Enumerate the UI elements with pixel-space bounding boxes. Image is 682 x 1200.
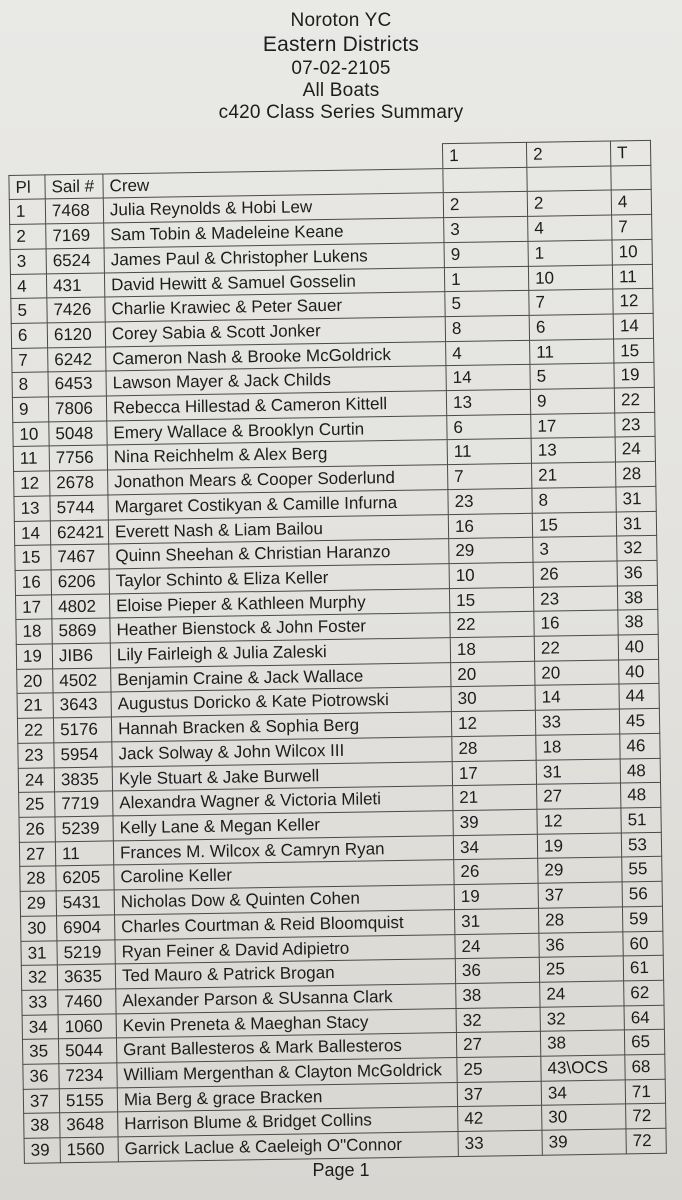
race-1-score-cell: 38 [456, 982, 540, 1008]
race-1-score-cell: 37 [457, 1081, 541, 1107]
place-cell: 33 [22, 990, 58, 1015]
race-1-score-cell: 25 [457, 1056, 541, 1082]
sail-number-cell: 7468 [45, 198, 103, 224]
place-cell: 19 [16, 644, 52, 669]
race-1-score-cell: 4 [446, 340, 530, 366]
sail-number-cell: 4502 [53, 668, 111, 694]
race-2-score-cell: 26 [533, 561, 617, 587]
sail-number-cell: 6205 [56, 865, 114, 891]
crew-cell: Cameron Nash & Brooke McGoldrick [106, 341, 446, 371]
sail-number-cell: 7460 [58, 989, 116, 1015]
crew-cell: Alexandra Wagner & Victoria Mileti [113, 786, 453, 816]
place-cell: 12 [14, 471, 50, 496]
crew-header: Crew [103, 168, 443, 198]
race-2-score-cell: 25 [539, 956, 623, 982]
sail-number-cell: 6120 [47, 322, 105, 348]
place-cell: 36 [23, 1064, 59, 1089]
race-2-score-cell: 6 [529, 314, 613, 340]
race-1-score-cell: 39 [453, 809, 537, 835]
total-score-cell: 56 [622, 881, 662, 906]
total-score-cell: 51 [621, 807, 661, 832]
sail-number-cell: 62421 [50, 520, 108, 546]
race-1-score-cell: 13 [446, 389, 530, 415]
crew-cell: Benjamin Craine & Jack Wallace [111, 662, 451, 692]
sail-number-cell: 5176 [53, 717, 111, 743]
race-2-score-cell: 1 [528, 240, 612, 266]
total-score-cell: 45 [619, 709, 659, 734]
total-score-cell: 36 [617, 560, 657, 585]
place-cell: 15 [15, 545, 51, 570]
race-2-score-cell: 21 [532, 462, 616, 488]
sail-number-cell: 6453 [48, 371, 106, 397]
race-1-score-cell: 36 [455, 957, 539, 983]
sail-number-cell: 5954 [54, 742, 112, 768]
total-score-cell: 72 [626, 1128, 666, 1153]
race-2-score-cell: 37 [538, 882, 622, 908]
sail-number-cell: 11 [55, 841, 113, 867]
race-1-score-cell: 10 [449, 562, 533, 588]
event-date: 07-02-2105 [291, 58, 391, 79]
total-score-cell: 10 [612, 239, 652, 264]
place-cell: 16 [15, 570, 51, 595]
crew-cell: Jonathon Mears & Cooper Soderlund [108, 465, 448, 495]
sail-number-cell: 5044 [58, 1038, 116, 1064]
place-cell: 27 [19, 842, 55, 867]
place-header: Pl [9, 175, 45, 200]
race-1-score-cell: 18 [450, 636, 534, 662]
crew-cell: Ryan Feiner & David Adipietro [115, 934, 455, 964]
race-2-score-cell: 15 [532, 512, 616, 538]
sail-number-cell: 5155 [59, 1088, 117, 1114]
race-2-score-cell: 29 [538, 857, 622, 883]
sail-number-cell: JIB6 [52, 643, 110, 669]
crew-cell: Lawson Mayer & Jack Childs [106, 366, 446, 396]
place-cell: 9 [12, 397, 48, 422]
total-score-cell: 55 [622, 857, 662, 882]
race-1-score-cell: 42 [458, 1106, 542, 1132]
place-cell: 37 [23, 1089, 59, 1114]
sail-number-cell: 7234 [59, 1063, 117, 1089]
place-cell: 29 [20, 891, 56, 916]
race-2-score-cell: 13 [531, 437, 615, 463]
race-2-score-cell: 23 [533, 586, 617, 612]
race-2-score-cell: 14 [535, 684, 619, 710]
race-1-score-cell: 7 [448, 463, 532, 489]
race-1-score-cell: 21 [453, 785, 537, 811]
crew-cell: Julia Reynolds & Hobi Lew [103, 193, 443, 223]
race-2-score-cell: 5 [530, 363, 614, 389]
sail-number-cell: 5239 [55, 816, 113, 842]
crew-cell: Corey Sabia & Scott Jonker [105, 317, 445, 347]
race-1-score-cell: 14 [446, 365, 530, 391]
crew-cell: Alexander Parson & SUsanna Clark [116, 983, 456, 1013]
crew-cell: Rebecca Hillestad & Cameron Kittell [106, 391, 446, 421]
race-1-score-cell: 24 [455, 933, 539, 959]
total-score-cell: 72 [626, 1104, 666, 1129]
sail-number-cell: 7756 [49, 445, 107, 471]
sail-number-cell: 5744 [50, 495, 108, 521]
race-2-score-cell: 39 [542, 1129, 626, 1155]
total-score-cell: 48 [620, 758, 660, 783]
sail-number-cell: 2678 [50, 470, 108, 496]
sail-number-cell: 4802 [51, 594, 109, 620]
place-cell: 18 [16, 619, 52, 644]
race-2-score-cell: 31 [536, 759, 620, 785]
place-cell: 34 [22, 1014, 58, 1039]
crew-cell: Caroline Keller [114, 860, 454, 890]
sail-number-cell: 7467 [51, 544, 109, 570]
total-score-cell: 19 [614, 363, 654, 388]
total-header-blank [611, 165, 651, 190]
sail-number-cell: 431 [46, 273, 104, 299]
crew-cell: Emery Wallace & Brooklyn Curtin [107, 415, 447, 445]
race-2-score-cell: 19 [537, 833, 621, 859]
total-score-cell: 40 [619, 659, 659, 684]
crew-cell: Ted Mauro & Patrick Brogan [115, 959, 455, 989]
place-cell: 21 [17, 693, 53, 718]
sail-number-cell: 5431 [56, 890, 114, 916]
sail-number-cell: 1060 [58, 1014, 116, 1040]
place-cell: 8 [12, 372, 48, 397]
place-cell: 30 [21, 916, 57, 941]
total-score-cell: 71 [625, 1079, 665, 1104]
total-score-cell: 22 [614, 387, 654, 412]
race-1-score-cell: 8 [445, 315, 529, 341]
total-score-cell: 48 [621, 783, 661, 808]
race-1-score-cell: 27 [456, 1032, 540, 1058]
crew-cell: William Mergenthan & Clayton McGoldrick [117, 1058, 457, 1088]
total-score-cell: 31 [616, 511, 656, 536]
race-1-score-cell: 28 [452, 735, 536, 761]
total-score-cell: 46 [620, 733, 660, 758]
crew-cell: Kyle Stuart & Jake Burwell [112, 761, 452, 791]
sail-number-cell: 5219 [57, 939, 115, 965]
race-2-score-cell: 18 [536, 734, 620, 760]
total-score-cell: 15 [614, 338, 654, 363]
race-1-score-cell: 3 [444, 216, 528, 242]
place-cell: 14 [14, 520, 50, 545]
race-2-score-cell: 17 [531, 413, 615, 439]
race-2-score-cell: 27 [537, 783, 621, 809]
race-2-score-cell: 11 [530, 339, 614, 365]
total-score-cell: 64 [624, 1005, 664, 1030]
crew-cell: Everett Nash & Liam Bailou [108, 514, 448, 544]
total-score-cell: 40 [618, 634, 658, 659]
place-cell: 4 [10, 273, 46, 298]
page-number: Page 1 [312, 1160, 370, 1180]
race-2-score-cell: 4 [528, 215, 612, 241]
results-table [8, 140, 667, 1164]
race-1-score-cell: 26 [454, 859, 538, 885]
results-table-wrap [8, 140, 666, 1164]
sail-number-cell: 3643 [53, 692, 111, 718]
total-score-cell: 68 [625, 1054, 665, 1079]
sail-number-cell: 6524 [46, 248, 104, 274]
club-name: Noroton YC [290, 10, 392, 31]
place-cell: 39 [24, 1138, 60, 1163]
sail-number-cell: 7719 [55, 791, 113, 817]
place-cell: 1 [9, 199, 45, 224]
sail-number-cell: 7426 [47, 297, 105, 323]
race-1-score-cell: 11 [447, 439, 531, 465]
crew-cell: Mia Berg & grace Bracken [117, 1082, 457, 1112]
place-cell: 32 [21, 965, 57, 990]
place-cell: 10 [13, 422, 49, 447]
sail-number-cell: 6242 [48, 347, 106, 373]
race-2-header-blank [527, 166, 611, 192]
total-header: T [610, 140, 650, 165]
race-2-score-cell: 7 [529, 289, 613, 315]
crew-cell: Jack Solway & John Wilcox III [112, 736, 452, 766]
race-2-score-cell: 8 [532, 487, 616, 513]
place-cell: 31 [21, 940, 57, 965]
race-2-score-cell: 38 [540, 1030, 624, 1056]
total-score-cell: 44 [619, 684, 659, 709]
total-score-cell: 61 [623, 956, 663, 981]
race-1-score-cell: 31 [455, 908, 539, 934]
crew-cell: Garrick Laclue & Caeleigh O"Connor [118, 1132, 458, 1162]
place-cell: 3 [10, 249, 46, 274]
race-2-score-cell: 43\OCS [541, 1055, 625, 1081]
crew-cell: Grant Ballesteros & Mark Ballesteros [116, 1033, 456, 1063]
total-score-cell: 7 [612, 215, 652, 240]
race-2-score-cell: 28 [539, 907, 623, 933]
race-1-score-cell: 2 [443, 192, 527, 218]
total-score-cell: 32 [617, 536, 657, 561]
place-cell: 25 [19, 792, 55, 817]
race-2-score-cell: 20 [535, 660, 619, 686]
race-2-score-cell: 32 [540, 1006, 624, 1032]
race-1-score-cell: 23 [448, 488, 532, 514]
sail-number-cell: 6206 [51, 569, 109, 595]
sail-number-cell: 3635 [57, 964, 115, 990]
crew-cell: Harrison Blume & Bridget Collins [118, 1107, 458, 1137]
race-1-score-cell: 29 [449, 538, 533, 564]
place-cell: 5 [11, 298, 47, 323]
total-score-cell: 4 [611, 190, 651, 215]
race-2-score-cell: 34 [541, 1080, 625, 1106]
place-cell: 7 [12, 348, 48, 373]
total-score-cell: 65 [624, 1030, 664, 1055]
race-2-score-cell: 22 [534, 635, 618, 661]
race-1-score-cell: 9 [444, 241, 528, 267]
race-1-score-cell: 5 [445, 291, 529, 317]
place-cell: 23 [18, 743, 54, 768]
sail-header: Sail # [45, 174, 103, 200]
race-2-score-cell: 33 [535, 709, 619, 735]
series-title: c420 Class Series Summary [218, 102, 464, 123]
total-score-cell: 38 [618, 610, 658, 635]
sail-number-cell: 5048 [49, 421, 107, 447]
crew-cell: Charles Courtman & Reid Bloomquist [115, 909, 455, 939]
total-score-cell: 14 [613, 313, 653, 338]
total-score-cell: 62 [624, 980, 664, 1005]
sail-number-cell: 7806 [48, 396, 106, 422]
race-1-header: 1 [442, 142, 526, 168]
total-score-cell: 31 [616, 486, 656, 511]
place-cell: 2 [10, 224, 46, 249]
crew-cell: Charlie Krawiec & Peter Sauer [105, 292, 445, 322]
race-1-score-cell: 34 [453, 834, 537, 860]
crew-cell: Augustus Doricko & Kate Piotrowski [111, 687, 451, 717]
race-1-score-cell: 1 [444, 266, 528, 292]
place-cell: 17 [15, 595, 51, 620]
total-score-cell: 24 [615, 437, 655, 462]
sail-number-cell: 3835 [54, 767, 112, 793]
total-score-cell: 60 [623, 931, 663, 956]
race-1-score-cell: 12 [451, 710, 535, 736]
crew-cell: Nicholas Dow & Quinten Cohen [114, 885, 454, 915]
race-2-score-cell: 10 [528, 265, 612, 291]
sail-number-cell: 5869 [52, 618, 110, 644]
place-cell: 6 [11, 323, 47, 348]
race-1-score-cell: 15 [449, 587, 533, 613]
race-1-score-cell: 19 [454, 883, 538, 909]
race-2-score-cell: 36 [539, 931, 623, 957]
place-cell: 20 [17, 669, 53, 694]
total-score-cell: 59 [622, 906, 662, 931]
place-cell: 11 [13, 446, 49, 471]
race-1-score-cell: 33 [458, 1130, 542, 1156]
race-1-score-cell: 30 [451, 686, 535, 712]
race-2-score-cell: 9 [530, 388, 614, 414]
crew-cell: Eloise Pieper & Kathleen Murphy [109, 588, 449, 618]
place-cell: 28 [20, 866, 56, 891]
race-2-score-cell: 30 [542, 1104, 626, 1130]
race-1-score-cell: 6 [447, 414, 531, 440]
race-2-score-cell: 24 [540, 981, 624, 1007]
total-score-cell: 11 [612, 264, 652, 289]
race-1-score-cell: 20 [451, 661, 535, 687]
crew-cell: Heather Bienstock & John Foster [110, 613, 450, 643]
place-cell: 26 [19, 817, 55, 842]
race-1-score-cell: 32 [456, 1007, 540, 1033]
total-score-cell: 23 [615, 412, 655, 437]
place-cell: 22 [17, 718, 53, 743]
crew-cell: James Paul & Christopher Lukens [104, 242, 444, 272]
event-name: Eastern Districts [262, 33, 420, 56]
total-score-cell: 38 [617, 585, 657, 610]
crew-cell: Sam Tobin & Madeleine Keane [104, 218, 444, 248]
sail-number-cell: 6904 [57, 915, 115, 941]
race-1-score-cell: 22 [450, 612, 534, 638]
crew-cell: Frances M. Wilcox & Camryn Ryan [113, 835, 453, 865]
place-cell: 38 [24, 1113, 60, 1138]
crew-cell: David Hewitt & Samuel Gosselin [104, 267, 444, 297]
crew-cell: Nina Reichhelm & Alex Berg [107, 440, 447, 470]
place-cell: 24 [18, 767, 54, 792]
race-1-score-cell: 17 [452, 760, 536, 786]
results-header [0, 10, 682, 124]
race-2-score-cell: 3 [533, 536, 617, 562]
crew-cell: Lily Fairleigh & Julia Zaleski [110, 638, 450, 668]
race-2-score-cell: 2 [527, 190, 611, 216]
race-1-header-blank [443, 167, 527, 193]
crew-cell: Margaret Costikyan & Camille Infurna [108, 489, 448, 519]
crew-cell: Hannah Bracken & Sophia Berg [111, 712, 451, 742]
fleet-name: All Boats [302, 80, 380, 101]
sail-number-cell: 7169 [46, 223, 104, 249]
crew-cell: Kelly Lane & Megan Keller [113, 811, 453, 841]
race-2-score-cell: 16 [534, 610, 618, 636]
race-2-score-cell: 12 [537, 808, 621, 834]
race-1-score-cell: 16 [448, 513, 532, 539]
results-body [9, 190, 666, 1163]
sail-number-cell: 3648 [60, 1112, 118, 1138]
total-score-cell: 53 [621, 832, 661, 857]
total-score-cell: 12 [613, 289, 653, 314]
place-cell: 35 [22, 1039, 58, 1064]
place-cell: 13 [14, 496, 50, 521]
crew-cell: Kevin Preneta & Maeghan Stacy [116, 1008, 456, 1038]
crew-cell: Quinn Sheehan & Christian Haranzo [109, 539, 449, 569]
sail-number-cell: 1560 [60, 1137, 118, 1163]
race-2-header: 2 [526, 141, 610, 167]
crew-cell: Taylor Schinto & Eliza Keller [109, 564, 449, 594]
total-score-cell: 28 [616, 462, 656, 487]
